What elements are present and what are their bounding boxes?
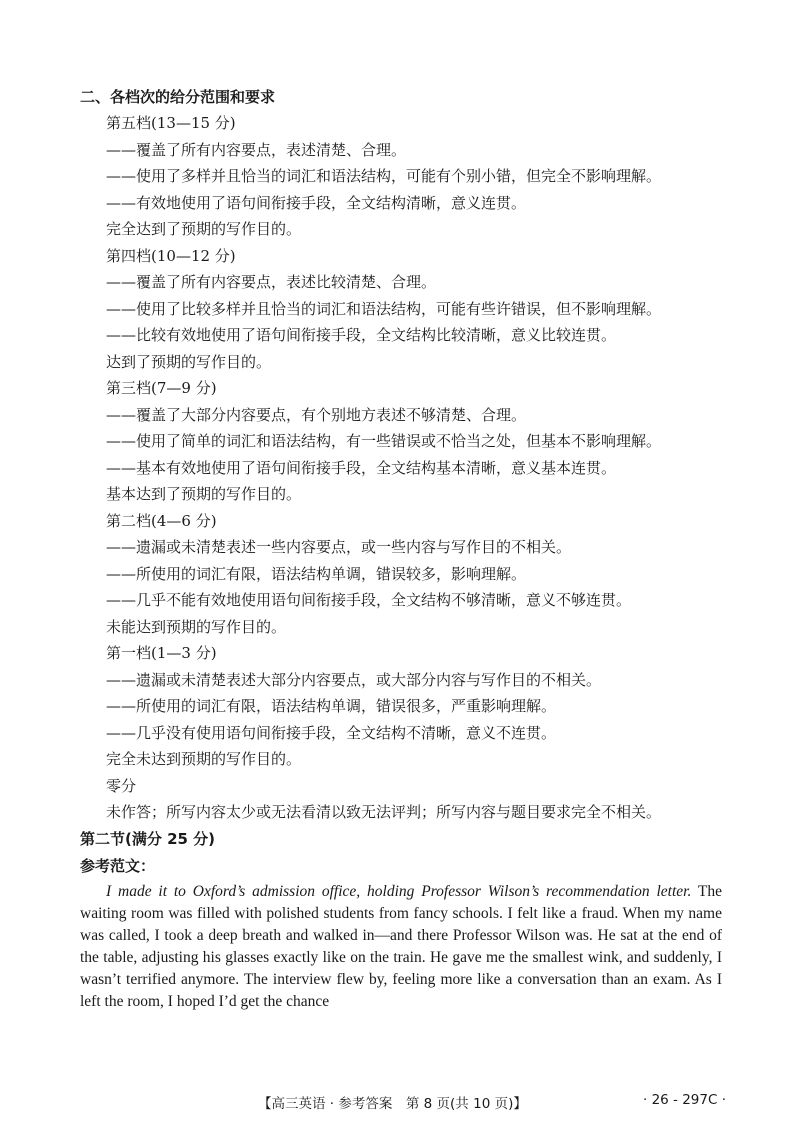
grade-summary: 完全达到了预期的写作目的。 <box>106 220 302 238</box>
grade-point: ——使用了比较多样并且恰当的词汇和语法结构，可能有些许错误，但不影响理解。 <box>106 300 662 318</box>
page-footer <box>0 1092 800 1116</box>
grade-point: ——几乎不能有效地使用语句间衔接手段，全文结构不够清晰，意义不够连贯。 <box>106 591 632 609</box>
sample-label: 参考范文： <box>80 857 156 875</box>
footer-code: · 26 - 297C · <box>643 1092 726 1108</box>
grade-summary: 完全未达到预期的写作目的。 <box>106 750 302 768</box>
grade-point: ——基本有效地使用了语句间衔接手段，全文结构基本清晰，意义基本连贯。 <box>106 459 617 477</box>
grade-title: 第一档(1—3 分) <box>106 644 217 662</box>
section-title: 二、各档次的给分范围和要求 <box>80 88 276 106</box>
zero-title: 零分 <box>106 777 137 795</box>
grade-summary: 基本达到了预期的写作目的。 <box>106 485 302 503</box>
zero-text: 未作答；所写内容太少或无法看清以致无法评判；所写内容与题目要求完全不相关。 <box>106 803 662 821</box>
grade-title: 第三档(7—9 分) <box>106 379 217 397</box>
grade-point: ——所使用的词汇有限，语法结构单调，错误很多，严重影响理解。 <box>106 697 557 715</box>
grade-point: ——覆盖了所有内容要点，表述比较清楚、合理。 <box>106 273 437 291</box>
grade-point: ——覆盖了大部分内容要点，有个别地方表述不够清楚、合理。 <box>106 406 527 424</box>
grade-title: 第四档(10—12 分) <box>106 247 236 265</box>
section2-title: 第二节(满分 25 分) <box>80 830 216 848</box>
grade-summary: 达到了预期的写作目的。 <box>106 353 272 371</box>
grade-point: ——有效地使用了语句间衔接手段，全文结构清晰，意义连贯。 <box>106 194 527 212</box>
grade-point: ——遗漏或未清楚表述一些内容要点，或一些内容与写作目的不相关。 <box>106 538 572 556</box>
grade-title: 第二档(4—6 分) <box>106 512 217 530</box>
grade-point: ——比较有效地使用了语句间衔接手段，全文结构比较清晰，意义比较连贯。 <box>106 326 617 344</box>
grade-point: ——使用了多样并且恰当的词汇和语法结构，可能有个别小错，但完全不影响理解。 <box>106 167 662 185</box>
grade-point: ——几乎没有使用语句间衔接手段，全文结构不清晰，意义不连贯。 <box>106 724 557 742</box>
sample-italic-intro: I made it to Oxford’s admission office, holding Professor Wilson’s recommendation letter. <box>106 883 692 900</box>
footer-page-info: 【高三英语 · 参考答案 第 8 页(共 10 页)】 <box>258 1096 527 1112</box>
grade-point: ——覆盖了所有内容要点，表述清楚、合理。 <box>106 141 407 159</box>
sample-essay <box>80 881 722 1013</box>
grade-summary: 未能达到预期的写作目的。 <box>106 618 287 636</box>
grade-point: ——所使用的词汇有限，语法结构单调，错误较多，影响理解。 <box>106 565 527 583</box>
grade-title: 第五档(13—15 分) <box>106 114 236 132</box>
grade-point: ——使用了简单的词汇和语法结构，有一些错误或不恰当之处，但基本不影响理解。 <box>106 432 662 450</box>
sample-body: The waiting room was filled with polished students from fancy schools. I felt like a fraud. When my name was called, I took a deep breath and walked in—and there Professor Wilson was. He sat at the end of the table, adjusting his glasses exactly like on the train. He gave me the smallest wink, and suddenly, I wasn’t terrified anymore. The interview flew by, feeling more like a conversation than an exam. As I left the room, I hoped I’d get the chance <box>80 883 722 1010</box>
grade-point: ——遗漏或未清楚表述大部分内容要点，或大部分内容与写作目的不相关。 <box>106 671 602 689</box>
